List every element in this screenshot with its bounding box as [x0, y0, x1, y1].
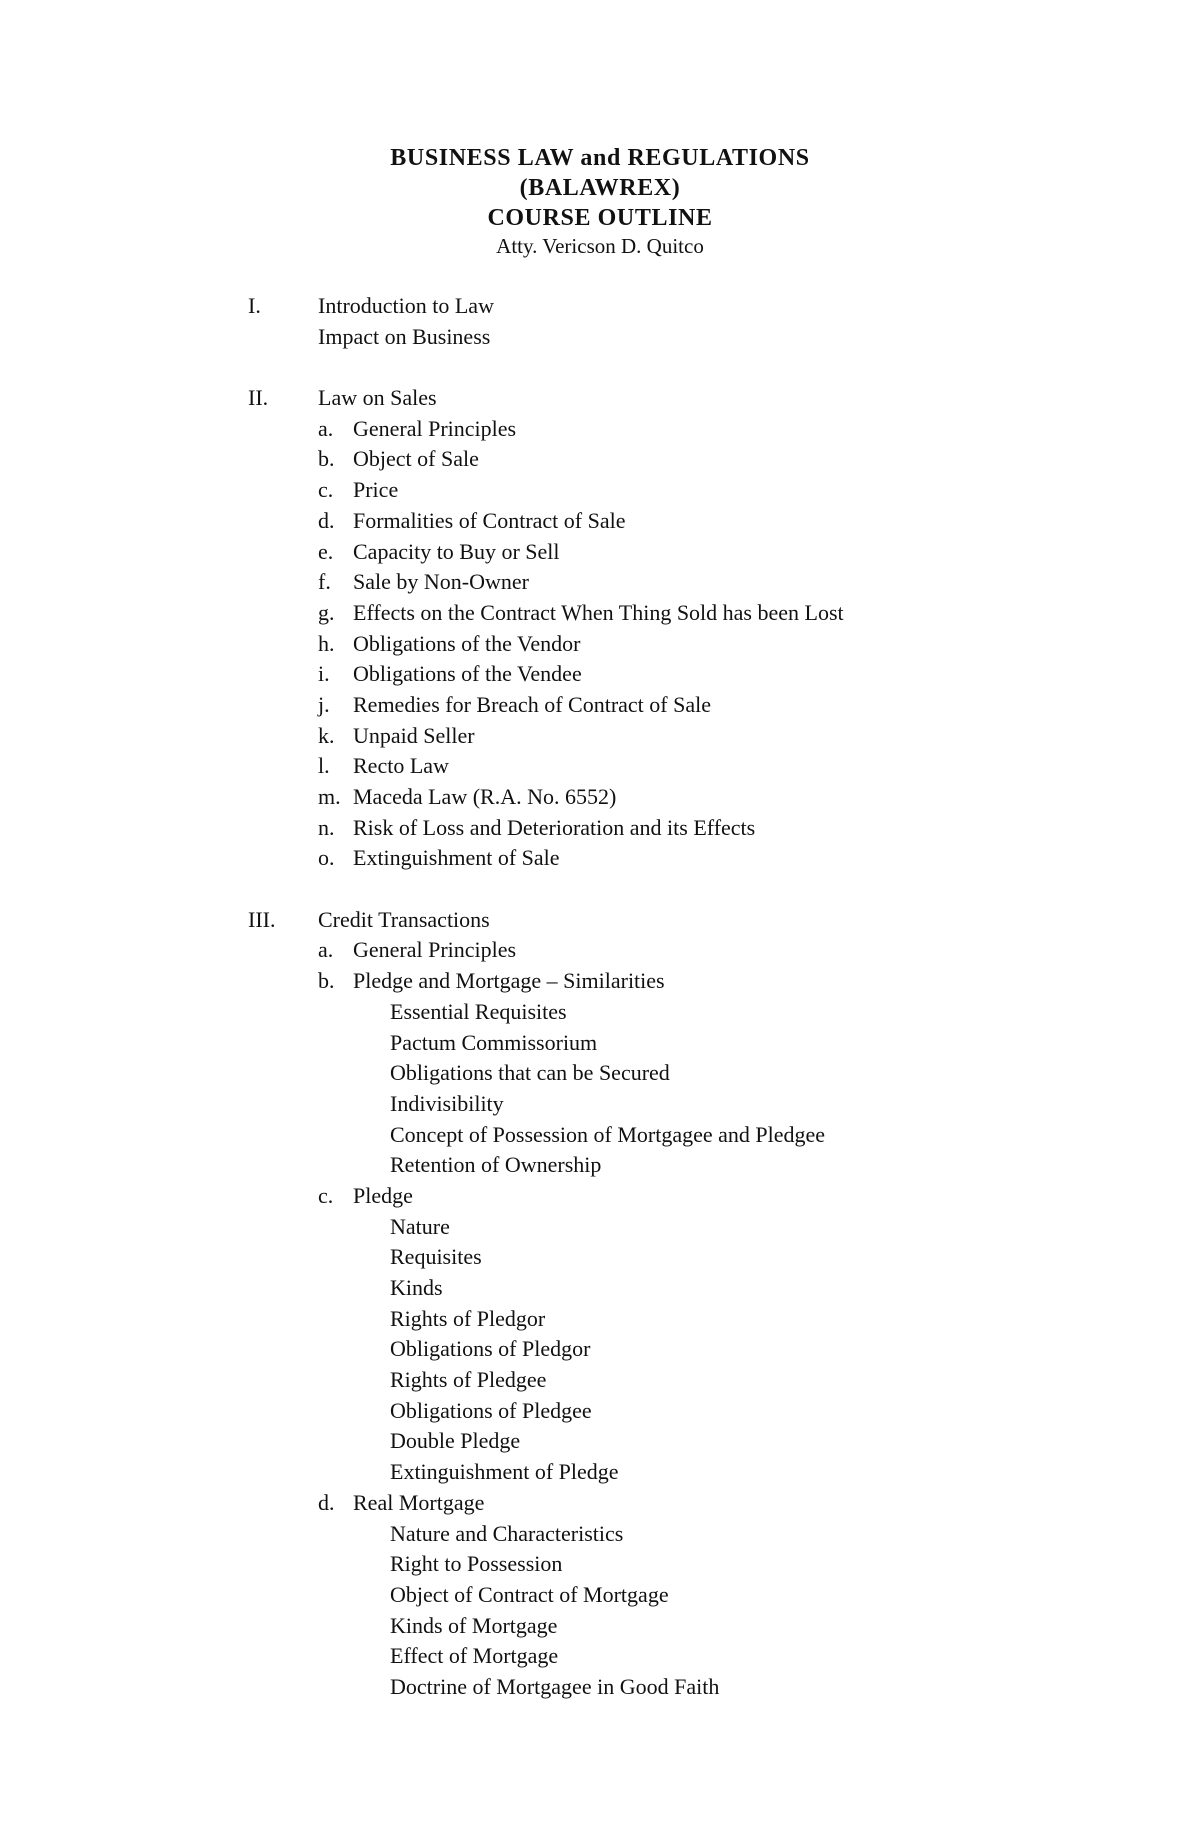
item-text: Unpaid Seller — [353, 722, 475, 748]
item-text: Risk of Loss and Deterioration and its Effects — [353, 814, 756, 840]
outline-item — [0, 690, 1200, 721]
item-text: General Principles — [353, 937, 517, 963]
outline-item — [0, 751, 1200, 782]
subitem-text: Right to Possession — [390, 1551, 563, 1577]
item-label: c. — [318, 477, 334, 503]
outline-subitem — [0, 1058, 1200, 1089]
item-label: m. — [318, 784, 341, 809]
outline-section-iii — [0, 905, 1200, 936]
outline-item — [0, 598, 1200, 629]
subitem-text: Rights of Pledgee — [390, 1367, 547, 1393]
subitem-text: Kinds of Mortgage — [390, 1612, 558, 1638]
outline-subitem — [0, 1150, 1200, 1181]
course-title: BUSINESS LAW and REGULATIONS — [390, 145, 810, 171]
outline-subitem — [0, 1519, 1200, 1550]
item-text: Sale by Non-Owner — [353, 569, 529, 595]
item-text: Obligations of the Vendor — [353, 630, 581, 656]
subitem-text: Obligations that can be Secured — [390, 1060, 670, 1086]
outline-item — [0, 966, 1200, 997]
item-text: Extinguishment of Sale — [353, 845, 560, 871]
item-label: f. — [318, 569, 331, 595]
section-spacer — [0, 352, 1200, 383]
section-title: Credit Transactions — [318, 906, 490, 932]
subitem-text: Nature — [390, 1213, 450, 1239]
subitem-text: Pactum Commissorium — [390, 1029, 598, 1055]
outline-item — [0, 935, 1200, 966]
outline-item — [0, 1181, 1200, 1212]
subitem-text: Concept of Possession of Mortgagee and Pledgee — [390, 1121, 826, 1147]
subitem-text: Indivisibility — [390, 1090, 504, 1116]
outline-section-i — [0, 291, 1200, 322]
subitem-text: Kinds — [390, 1275, 443, 1300]
section-numeral: II. — [248, 385, 269, 411]
section-title: Introduction to Law — [318, 293, 494, 318]
title-block — [0, 143, 1200, 260]
subitem-text: Retention of Ownership — [390, 1152, 602, 1178]
subitem-text: Doctrine of Mortgagee in Good Faith — [390, 1673, 720, 1699]
outline-subitem — [0, 1089, 1200, 1120]
item-label: b. — [318, 446, 335, 472]
item-text: Maceda Law (R.A. No. 6552) — [353, 784, 617, 809]
item-label: j. — [318, 691, 330, 717]
outline-item — [0, 567, 1200, 598]
outline-subitem — [0, 1304, 1200, 1335]
item-text: Formalities of Contract of Sale — [353, 507, 626, 533]
outline-subitem — [0, 1242, 1200, 1273]
item-label: d. — [318, 507, 335, 533]
outline-item — [0, 506, 1200, 537]
outline-line — [0, 322, 1200, 353]
item-label: b. — [318, 968, 335, 994]
item-label: a. — [318, 415, 334, 441]
outline-subitem — [0, 1028, 1200, 1059]
subitem-text: Extinguishment of Pledge — [390, 1459, 619, 1485]
outline-item — [0, 659, 1200, 690]
course-code: (BALAWREX) — [519, 175, 681, 201]
outline-item — [0, 1488, 1200, 1519]
outline-subitem — [0, 1334, 1200, 1365]
subitem-text: Rights of Pledgor — [390, 1305, 546, 1331]
section-title: Law on Sales — [318, 385, 437, 411]
item-text: Price — [353, 477, 399, 503]
outline-subitem — [0, 1672, 1200, 1703]
subitem-text: Essential Requisites — [390, 998, 567, 1024]
outline-subitem — [0, 1396, 1200, 1427]
section-numeral: I. — [248, 293, 261, 318]
item-label: i. — [318, 661, 330, 687]
outline-subitem — [0, 1611, 1200, 1642]
subitem-text: Effect of Mortgage — [390, 1643, 559, 1669]
item-label: h. — [318, 630, 335, 656]
item-text: Remedies for Breach of Contract of Sale — [353, 691, 711, 717]
outline-subitem — [0, 1549, 1200, 1580]
item-text: General Principles — [353, 415, 517, 441]
outline-item — [0, 475, 1200, 506]
item-text: Pledge — [353, 1182, 413, 1208]
item-text: Pledge and Mortgage – Similarities — [353, 968, 665, 994]
subitem-text: Nature and Characteristics — [390, 1520, 624, 1546]
outline-subitem — [0, 1457, 1200, 1488]
outline-item — [0, 813, 1200, 844]
item-text: Real Mortgage — [353, 1489, 485, 1515]
item-label: e. — [318, 538, 334, 564]
outline-subitem — [0, 1120, 1200, 1151]
item-label: n. — [318, 814, 335, 840]
subitem-text: Obligations of Pledgee — [390, 1397, 592, 1423]
item-label: a. — [318, 937, 334, 963]
item-text: Obligations of the Vendee — [353, 661, 582, 687]
item-text: Effects on the Contract When Thing Sold has been Lost — [353, 599, 844, 625]
outline-subitem — [0, 1212, 1200, 1243]
outline-subitem — [0, 1426, 1200, 1457]
item-label: o. — [318, 845, 335, 871]
outline-subitem — [0, 1365, 1200, 1396]
outline-subitem — [0, 1580, 1200, 1611]
item-label: g. — [318, 599, 335, 625]
outline-item — [0, 444, 1200, 475]
outline-item — [0, 782, 1200, 813]
subitem-text: Double Pledge — [390, 1428, 521, 1454]
outline-section-ii — [0, 383, 1200, 414]
subitem-text: Object of Contract of Mortgage — [390, 1581, 669, 1607]
section-spacer — [0, 874, 1200, 905]
outline-item — [0, 629, 1200, 660]
item-text: Object of Sale — [353, 446, 479, 472]
item-label: c. — [318, 1182, 334, 1208]
outline-subitem — [0, 997, 1200, 1028]
outline-item — [0, 721, 1200, 752]
item-text: Recto Law — [353, 753, 449, 779]
outline-subitem — [0, 1273, 1200, 1304]
item-text: Capacity to Buy or Sell — [353, 538, 560, 564]
subitem-text: Requisites — [390, 1244, 482, 1270]
course-outline — [0, 291, 1200, 1703]
outline-item — [0, 537, 1200, 568]
subitem-text: Obligations of Pledgor — [390, 1336, 591, 1362]
author-name: Atty. Vericson D. Quitco — [496, 234, 704, 258]
item-label: l. — [318, 753, 330, 779]
section-numeral: III. — [248, 906, 276, 932]
document-type-heading: COURSE OUTLINE — [487, 205, 713, 231]
outline-item — [0, 414, 1200, 445]
outline-subitem — [0, 1641, 1200, 1672]
outline-item — [0, 843, 1200, 874]
item-label: d. — [318, 1489, 335, 1515]
section-subtitle: Impact on Business — [318, 323, 491, 349]
item-label: k. — [318, 722, 335, 748]
